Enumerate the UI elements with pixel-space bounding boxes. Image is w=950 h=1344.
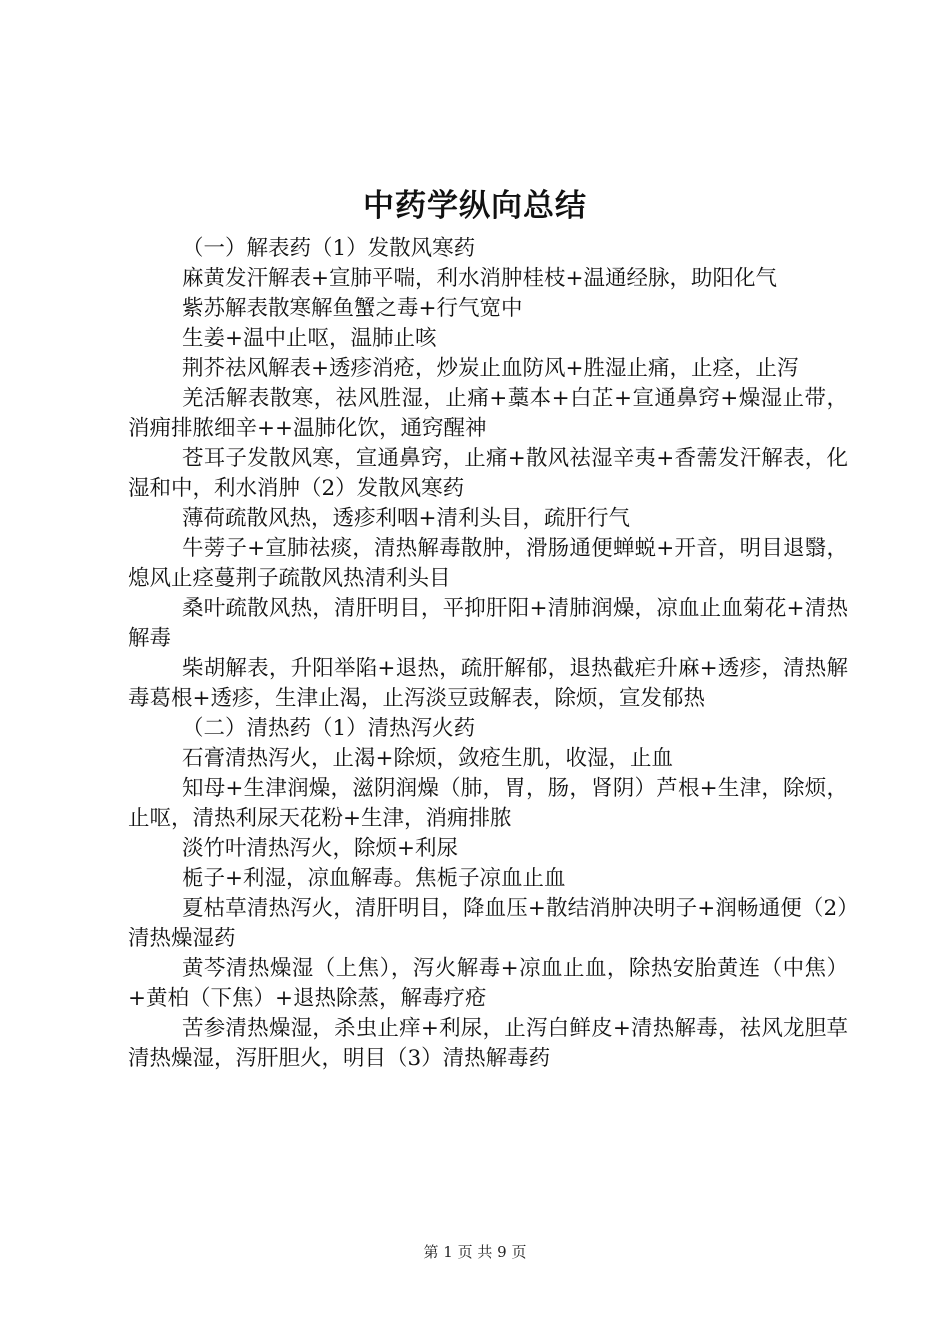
paragraph: 淡竹叶清热泻火，除烦+利尿 [182,836,459,861]
paragraph: 羌活解表散寒，祛风胜湿，止痛+藁本+白芷+宣通鼻窍+燥湿止带，消痈排脓细辛++温肺化饮，通窍醒神 [128,386,848,441]
paragraph: 麻黄发汗解表+宣肺平喘，利水消肿桂枝+温通经脉，助阳化气 [182,266,778,291]
paragraph: 苦参清热燥湿，杀虫止痒+利尿，止泻白鲜皮+清热解毒，祛风龙胆草清热燥湿，泻肝胆火，明目（3）清热解毒药 [128,1016,848,1071]
page-footer: 第 1 页 共 9 页 [423,1243,527,1261]
paragraph: 黄芩清热燥湿（上焦），泻火解毒+凉血止血，除热安胎黄连（中焦）+黄柏（下焦）+退热除蒸，解毒疗疮 [128,956,848,1011]
paragraph: 荆芥祛风解表+透疹消疮，炒炭止血防风+胜湿止痛，止痉，止泻 [182,356,799,381]
section-heading: （二）清热药（1）清热泻火药 [182,716,476,741]
paragraph: 牛蒡子+宣肺祛痰，清热解毒散肿，滑肠通便蝉蜕+开音，明目退翳，熄风止痉蔓荆子疏散风热清利头目 [128,536,848,591]
paragraph: 苍耳子发散风寒，宣通鼻窍，止痛+散风祛湿辛夷+香薷发汗解表，化湿和中，利水消肿（2）发散风寒药 [128,446,848,501]
document-title: 中药学纵向总结 [363,188,587,224]
paragraph: 知母+生津润燥，滋阴润燥（肺，胃，肠，肾阴）芦根+生津，除烦，止呕，清热利尿天花粉+生津，消痈排脓 [128,776,848,831]
paragraph: 桑叶疏散风热，清肝明目，平抑肝阳+清肺润燥，凉血止血菊花+清热解毒 [128,596,848,651]
paragraph: 生姜+温中止呕，温肺止咳 [182,326,437,351]
paragraph: 薄荷疏散风热，透疹利咽+清利头目，疏肝行气 [182,506,631,531]
section-heading: （一）解表药（1）发散风寒药 [182,236,476,261]
paragraph: 柴胡解表，升阳举陷+退热，疏肝解郁，退热截疟升麻+透疹，清热解毒葛根+透疹，生津止渴，止泻淡豆豉解表，除烦，宣发郁热 [128,656,848,711]
paragraph: 夏枯草清热泻火，清肝明目，降血压+散结消肿决明子+润畅通便（2）清热燥湿药 [128,896,848,951]
paragraph: 石膏清热泻火，止渴+除烦，敛疮生肌，收湿，止血 [182,746,674,771]
document-body [128,234,848,1074]
paragraph: 栀子+利湿，凉血解毒。焦栀子凉血止血 [182,866,566,891]
paragraph: 紫苏解表散寒解鱼蟹之毒+行气宽中 [182,296,523,321]
